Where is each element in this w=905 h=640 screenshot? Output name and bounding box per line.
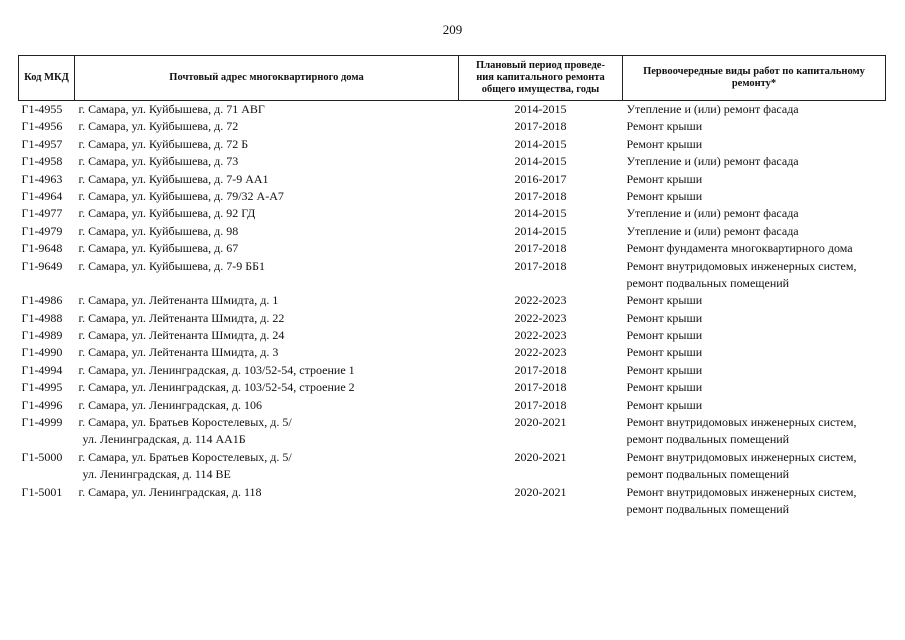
cell-address xyxy=(75,292,459,309)
code-text: Г1-4988 xyxy=(21,310,63,325)
code-text: Г1-4994 xyxy=(21,362,63,377)
works-line: ремонт подвальных помещений xyxy=(626,275,790,290)
address-line: г. Самара, ул. Куйбышева, д. 71 АВГ xyxy=(78,102,265,116)
address-line: г. Самара, ул. Куйбышева, д. 79/32 А-А7 xyxy=(78,188,284,203)
period-text: 2022-2023 xyxy=(514,345,567,360)
table-row xyxy=(19,188,886,205)
cell-address xyxy=(75,397,459,414)
cell-code xyxy=(19,362,75,379)
cell-works xyxy=(623,153,886,170)
table-row xyxy=(19,258,886,293)
table-row xyxy=(19,240,886,257)
cell-works xyxy=(623,205,886,222)
cell-address xyxy=(75,484,459,519)
address-line: г. Самара, ул. Ленинградская, д. 103/52-54, строение 1 xyxy=(78,362,355,377)
cell-period xyxy=(459,414,623,449)
table-row xyxy=(19,414,886,449)
cell-period xyxy=(459,484,623,519)
code-text: Г1-9649 xyxy=(21,258,63,273)
period-text: 2022-2023 xyxy=(514,310,567,325)
table-row xyxy=(19,292,886,309)
cell-period xyxy=(459,136,623,153)
period-text: 2020-2021 xyxy=(514,484,567,499)
cell-period xyxy=(459,240,623,257)
cell-period xyxy=(459,379,623,396)
cell-works xyxy=(623,188,886,205)
works-line: Ремонт крыши xyxy=(626,362,703,377)
works-line: Ремонт крыши xyxy=(626,310,703,325)
address-line: г. Самара, ул. Братьев Коростелевых, д. 5/ xyxy=(78,415,292,430)
cell-code xyxy=(19,310,75,327)
cell-address xyxy=(75,344,459,361)
address-line: г. Самара, ул. Лейтенанта Шмидта, д. 3 xyxy=(78,345,279,360)
period-text: 2014-2015 xyxy=(514,136,567,151)
cell-period xyxy=(459,205,623,222)
cell-address xyxy=(75,223,459,240)
period-text: 2017-2018 xyxy=(514,258,567,273)
table-row xyxy=(19,153,886,170)
table-row xyxy=(19,397,886,414)
code-text: Г1-4999 xyxy=(21,415,63,430)
address-line: г. Самара, ул. Лейтенанта Шмидта, д. 1 xyxy=(78,293,279,308)
cell-code xyxy=(19,292,75,309)
period-text: 2014-2015 xyxy=(514,223,567,238)
period-text: 2020-2021 xyxy=(514,415,567,430)
works-line: Ремонт крыши xyxy=(626,380,703,395)
table-row xyxy=(19,171,886,188)
table-row xyxy=(19,205,886,222)
table-row xyxy=(19,223,886,240)
address-line: ул. Ленинградская, д. 114 АА1Б xyxy=(82,432,246,447)
cell-code xyxy=(19,118,75,135)
cell-code xyxy=(19,205,75,222)
works-line: Утепление и (или) ремонт фасада xyxy=(626,154,799,169)
code-text: Г1-4977 xyxy=(21,206,63,221)
cell-address xyxy=(75,379,459,396)
cell-works xyxy=(623,414,886,449)
cell-works xyxy=(623,362,886,379)
cell-period xyxy=(459,153,623,170)
cell-period xyxy=(459,362,623,379)
cell-period xyxy=(459,292,623,309)
address-line: г. Самара, ул. Куйбышева, д. 92 ГД xyxy=(78,206,256,221)
cell-address xyxy=(75,362,459,379)
cell-works xyxy=(623,379,886,396)
address-line: г. Самара, ул. Лейтенанта Шмидта, д. 24 xyxy=(78,328,285,343)
works-line: Утепление и (или) ремонт фасада xyxy=(626,223,799,238)
cell-period xyxy=(459,449,623,484)
cell-address xyxy=(75,136,459,153)
address-line: г. Самара, ул. Куйбышева, д. 72 xyxy=(78,119,239,134)
cell-address xyxy=(75,101,459,119)
works-line: Ремонт фундамента многоквартирного дома xyxy=(626,241,853,256)
capital-repair-table xyxy=(18,55,886,518)
cell-works xyxy=(623,136,886,153)
cell-code xyxy=(19,414,75,449)
cell-code xyxy=(19,136,75,153)
header-works xyxy=(623,56,886,101)
code-text: Г1-4990 xyxy=(21,345,63,360)
table-row xyxy=(19,362,886,379)
table-body xyxy=(19,101,886,519)
cell-works xyxy=(623,101,886,119)
cell-address xyxy=(75,327,459,344)
cell-period xyxy=(459,171,623,188)
cell-period xyxy=(459,188,623,205)
code-text: Г1-4956 xyxy=(21,119,63,134)
cell-period xyxy=(459,101,623,119)
cell-period xyxy=(459,397,623,414)
period-text: 2017-2018 xyxy=(514,362,567,377)
page-number: 209 xyxy=(442,22,463,37)
works-line: ремонт подвальных помещений xyxy=(626,467,790,482)
address-line: г. Самара, ул. Куйбышева, д. 98 xyxy=(78,223,239,238)
cell-period xyxy=(459,310,623,327)
code-text: Г1-4986 xyxy=(21,293,63,308)
works-line: Ремонт крыши xyxy=(626,119,703,134)
code-text: Г1-9648 xyxy=(21,241,63,256)
cell-works xyxy=(623,240,886,257)
period-text: 2014-2015 xyxy=(514,102,567,116)
works-line: Ремонт крыши xyxy=(626,136,703,151)
cell-address xyxy=(75,118,459,135)
cell-period xyxy=(459,118,623,135)
cell-address xyxy=(75,171,459,188)
cell-code xyxy=(19,379,75,396)
period-text: 2014-2015 xyxy=(514,206,567,221)
cell-works xyxy=(623,327,886,344)
code-text: Г1-5000 xyxy=(21,449,63,464)
address-line: г. Самара, ул. Куйбышева, д. 73 xyxy=(78,154,239,169)
table-row xyxy=(19,310,886,327)
period-text: 2022-2023 xyxy=(514,293,567,308)
code-text: Г1-4958 xyxy=(21,154,63,169)
cell-period xyxy=(459,223,623,240)
cell-period xyxy=(459,327,623,344)
cell-address xyxy=(75,188,459,205)
cell-address xyxy=(75,205,459,222)
header-works-line: ремонту* xyxy=(731,78,777,89)
cell-works xyxy=(623,397,886,414)
cell-address xyxy=(75,449,459,484)
header-works-line: Первоочередные виды работ по капитальному xyxy=(643,66,865,77)
address-line: г. Самара, ул. Лейтенанта Шмидта, д. 22 xyxy=(78,310,285,325)
code-text: Г1-4957 xyxy=(21,136,63,151)
works-line: Ремонт крыши xyxy=(626,293,703,308)
code-text: Г1-4955 xyxy=(21,102,63,116)
address-line: г. Самара, ул. Куйбышева, д. 72 Б xyxy=(78,136,249,151)
works-line: Утепление и (или) ремонт фасада xyxy=(626,206,799,221)
cell-code xyxy=(19,171,75,188)
works-line: ремонт подвальных помещений xyxy=(626,432,790,447)
header-period-line: ния капитального ремонта xyxy=(476,72,605,83)
cell-period xyxy=(459,344,623,361)
table-header xyxy=(19,56,886,101)
works-line: Ремонт внутридомовых инженерных систем, xyxy=(626,415,857,430)
period-text: 2014-2015 xyxy=(514,154,567,169)
table-row xyxy=(19,449,886,484)
works-line: Ремонт внутридомовых инженерных систем, xyxy=(626,484,857,499)
address-line: г. Самара, ул. Куйбышева, д. 7-9 ББ1 xyxy=(78,258,265,273)
works-line: Ремонт внутридомовых инженерных систем, xyxy=(626,258,857,273)
code-text: Г1-4979 xyxy=(21,223,63,238)
cell-works xyxy=(623,118,886,135)
cell-works xyxy=(623,484,886,519)
table-row xyxy=(19,118,886,135)
cell-works xyxy=(623,344,886,361)
cell-code xyxy=(19,223,75,240)
address-line: г. Самара, ул. Братьев Коростелевых, д. 5/ xyxy=(78,449,292,464)
works-line: Утепление и (или) ремонт фасада xyxy=(626,102,799,116)
works-line: ремонт подвальных помещений xyxy=(626,501,790,516)
table-row xyxy=(19,344,886,361)
code-text: Г1-5001 xyxy=(21,484,63,499)
table-row xyxy=(19,484,886,519)
period-text: 2017-2018 xyxy=(514,241,567,256)
period-text: 2020-2021 xyxy=(514,449,567,464)
cell-code xyxy=(19,484,75,519)
code-text: Г1-4964 xyxy=(21,188,63,203)
works-line: Ремонт крыши xyxy=(626,171,703,186)
period-text: 2016-2017 xyxy=(514,171,567,186)
table-row xyxy=(19,327,886,344)
cell-works xyxy=(623,258,886,293)
cell-code xyxy=(19,101,75,119)
address-line: г. Самара, ул. Куйбышева, д. 7-9 АА1 xyxy=(78,171,269,186)
address-line: ул. Ленинградская, д. 114 ВЕ xyxy=(82,467,231,482)
works-line: Ремонт крыши xyxy=(626,188,703,203)
cell-code xyxy=(19,153,75,170)
cell-address xyxy=(75,310,459,327)
cell-address xyxy=(75,258,459,293)
works-line: Ремонт крыши xyxy=(626,397,703,412)
period-text: 2017-2018 xyxy=(514,188,567,203)
address-line: г. Самара, ул. Ленинградская, д. 106 xyxy=(78,397,262,412)
period-text: 2017-2018 xyxy=(514,119,567,134)
header-period-line: Плановый период проведе- xyxy=(476,60,605,71)
cell-code xyxy=(19,449,75,484)
cell-code xyxy=(19,327,75,344)
code-text: Г1-4989 xyxy=(21,328,63,343)
cell-works xyxy=(623,171,886,188)
header-period-line: общего имущества, годы xyxy=(481,84,600,95)
cell-address xyxy=(75,414,459,449)
cell-code xyxy=(19,344,75,361)
table-row xyxy=(19,136,886,153)
address-line: г. Самара, ул. Ленинградская, д. 118 xyxy=(78,484,262,499)
cell-code xyxy=(19,240,75,257)
works-line: Ремонт внутридомовых инженерных систем, xyxy=(626,449,857,464)
address-line: г. Самара, ул. Ленинградская, д. 103/52-54, строение 2 xyxy=(78,380,355,395)
table-row xyxy=(19,379,886,396)
header-code: Код МКД xyxy=(19,56,75,101)
cell-code xyxy=(19,397,75,414)
table-row xyxy=(19,101,886,119)
cell-works xyxy=(623,292,886,309)
code-text: Г1-4995 xyxy=(21,380,63,395)
period-text: 2017-2018 xyxy=(514,397,567,412)
header-period xyxy=(459,56,623,101)
cell-address xyxy=(75,240,459,257)
cell-works xyxy=(623,310,886,327)
cell-works xyxy=(623,449,886,484)
code-text: Г1-4996 xyxy=(21,397,63,412)
works-line: Ремонт крыши xyxy=(626,328,703,343)
cell-period xyxy=(459,258,623,293)
header-address: Почтовый адрес многоквартирного дома xyxy=(75,56,459,101)
cell-code xyxy=(19,258,75,293)
address-line: г. Самара, ул. Куйбышева, д. 67 xyxy=(78,241,239,256)
cell-works xyxy=(623,223,886,240)
works-line: Ремонт крыши xyxy=(626,345,703,360)
period-text: 2022-2023 xyxy=(514,328,567,343)
period-text: 2017-2018 xyxy=(514,380,567,395)
code-text: Г1-4963 xyxy=(21,171,63,186)
cell-address xyxy=(75,153,459,170)
cell-code xyxy=(19,188,75,205)
